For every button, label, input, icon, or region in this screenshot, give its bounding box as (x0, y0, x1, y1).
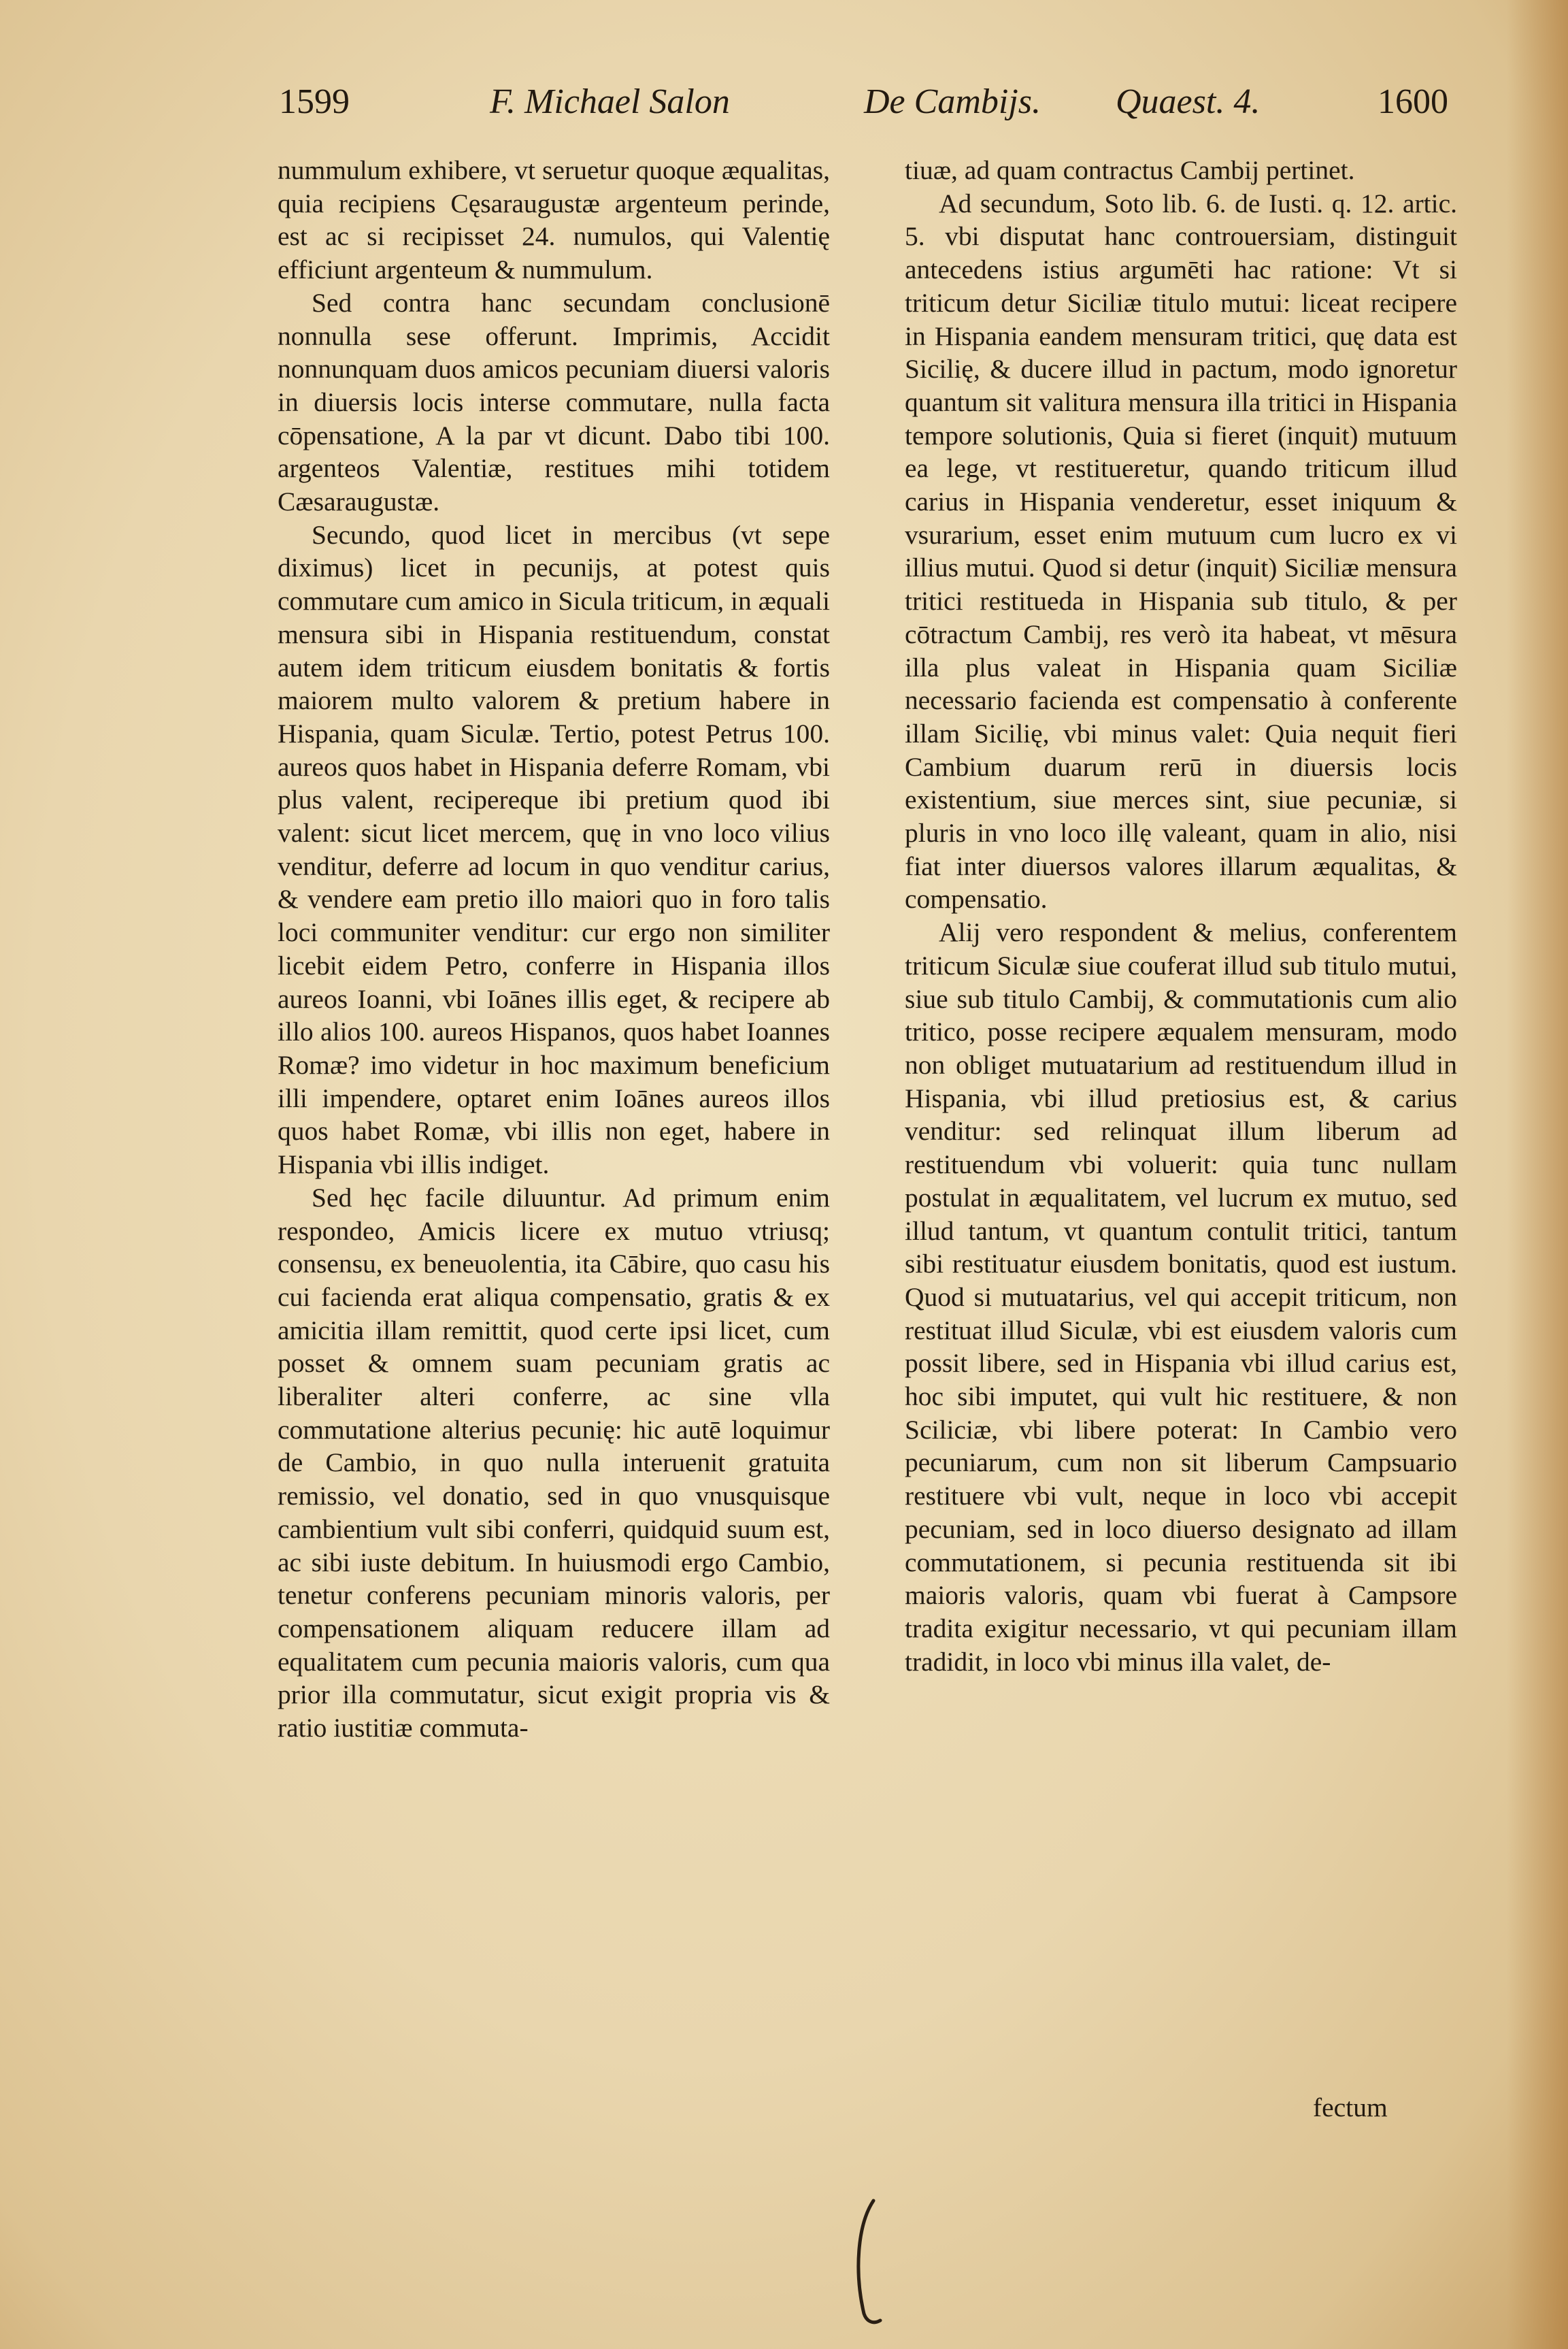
left-page-number: 1599 (279, 82, 350, 121)
paragraph: tiuæ, ad quam contractus Cambij pertinet. (905, 155, 1355, 185)
header-author: F. Michael Salon (490, 82, 730, 121)
paragraph: Alij vero respondent & melius, conferentem triticum Siculæ siue couferat illud sub titulo mutui, siue sub titulo Cambij, & commutationis cum alio tritico, posse recipere æqualem mensuram, modo non obliget mutuatarium ad restituendum illud in Hispania, vbi illud pretiosius est, & carius venditur: sed relinquat illum liberum ad restituendum vbi voluerit: quia tunc nullam postulat in æqualitatem, vel lucrum ex mutuo, sed illud tantum, vt quantum contulit tritici, tantum sibi restituatur eiusdem bonitatis, quod est iustum. Quod si mutuatarius, vel qui accepit triticum, non restituat illud Siculæ, vbi est eiusdem valoris cum possit libere, sed in Hispania vbi illud carius est, hoc sibi imputet, qui vult hic restituere, & non Sciliciæ, vbi libere poterat: In Cambio vero pecuniarum, cum non sit liberum Campsuario restituere vbi vult, neque in loco vbi accepit pecuniam, sed in loco diuerso designato ad illam commutationem, si pecunia restituenda sit ibi maioris valoris, quam vbi fuerat à Campsore tradita exigitur necessario, vt qui pecuniam illam tradidit, in loco vbi minus illa valet, de- (905, 917, 1457, 1677)
right-column (905, 154, 1457, 1678)
paragraph: nummulum exhibere, vt seruetur quoque æqualitas, quia recipiens Cęsaraugustæ argenteum perinde, est ac si recipisset 24. numulos, qui Valentię efficiunt argenteum & nummulum. (278, 155, 830, 285)
right-page-number: 1600 (1378, 82, 1448, 121)
left-column (278, 154, 830, 1745)
ink-stroke-mark (850, 2198, 884, 2327)
header-title: De Cambijs. (864, 82, 1041, 121)
paragraph: Secundo, quod licet in mercibus (vt sepe diximus) licet in pecunijs, at potest quis commutare cum amico in Sicula triticum, in æquali mensura sibi in Hispania restituendum, constat autem idem triticum eiusdem bonitatis & fortis maiorem multo valorem & pretium habere in Hispania, quam Siculæ. Tertio, potest Petrus 100. aureos quos habet in Hispania deferre Romam, vbi plus valent, recipereque ibi pretium quod ibi valent: sicut licet mercem, quę in vno loco vilius venditur, deferre ad locum in quo venditur carius, & vendere eam pretio illo maiori quo in foro talis loci communiter venditur: cur ergo non similiter licebit eidem Petro, conferre in Hispania illos aureos Ioanni, vbi Ioānes illis eget, & recipere ab illo alios 100. aureos Hispanos, quos habet Ioannes Romæ? imo videtur in hoc maximum beneficium illi impendere, optaret enim Ioānes aureos illos quos habet Romæ, vbi illis non eget, habere in Hispania vbi illis indiget. (278, 519, 830, 1180)
catchword: fectum (1313, 2092, 1388, 2122)
header-quaestio: Quaest. 4. (1116, 82, 1261, 121)
running-header (0, 82, 1568, 143)
paragraph: Ad secundum, Soto lib. 6. de Iusti. q. 12. artic. 5. vbi disputat hanc controuersiam, distinguit antecedens istius argumēti hac ratione: Vt si triticum detur Siciliæ titulo mutui: liceat recipere in Hispania eandem mensuram tritici, quę data est Sicilię, & ducere illud in pactum, modo ignoretur quantum sit valitura mensura illa tritici in Hispania tempore solutionis, Quia si fieret (inquit) mutuum ea lege, vt restitueretur, quando triticum illud carius in Hispania venderetur, esset iniquum & vsurarium, esset enim mutuum cum lucro ex vi illius mutui. Quod si detur (inquit) Siciliæ mensura tritici restitueda in Hispania sub titulo, & per cōtractum Cambij, res verò ita habeat, vt mēsura illa plus valeat in Hispania quam Siciliæ necessario facienda est compensatio à conferente illam Sicilię, vbi minus valet: Quia nequit fieri Cambium duarum rerū in diuersis locis existentium, siue merces sint, siue pecuniæ, si pluris in vno loco illę valeant, quam in alio, nisi fiat inter diuersos valores illarum æqualitas, & compensatio. (905, 188, 1457, 915)
gutter-shadow (1507, 0, 1568, 2349)
paragraph: Sed hęc facile diluuntur. Ad primum enim respondeo, Amicis licere ex mutuo vtriusq; consensu, ex beneuolentia, ita Cābire, quo casu his cui facienda erat aliqua compensatio, gratis & ex amicitia illam remittit, quod certe ipsi licet, cum posset & omnem suam pecuniam gratis ac liberaliter alteri conferre, ac sine vlla commutatione alterius pecunię: hic autē loquimur de Cambio, in quo nulla interuenit gratuita remissio, vel donatio, sed in quo vnusquisque cambientium vult sibi conferri, quidquid suum est, ac sibi iuste debitum. In huiusmodi ergo Cambio, tenetur conferens pecuniam minoris valoris, per compensationem aliquam reducere illam ad equalitatem cum pecunia maioris valoris, cum qua prior illa commutatur, sicut exigit propria vis & ratio iustitiæ commuta- (278, 1182, 830, 1743)
paragraph: Sed contra hanc secundam conclusionē nonnulla sese offerunt. Imprimis, Accidit nonnunquam duos amicos pecuniam diuersi valoris in diuersis locis interse commutare, nulla facta cōpensatione, A la par vt dicunt. Dabo tibi 100. argenteos Valentiæ, restitues mihi totidem Cæsaraugustæ. (278, 287, 830, 517)
